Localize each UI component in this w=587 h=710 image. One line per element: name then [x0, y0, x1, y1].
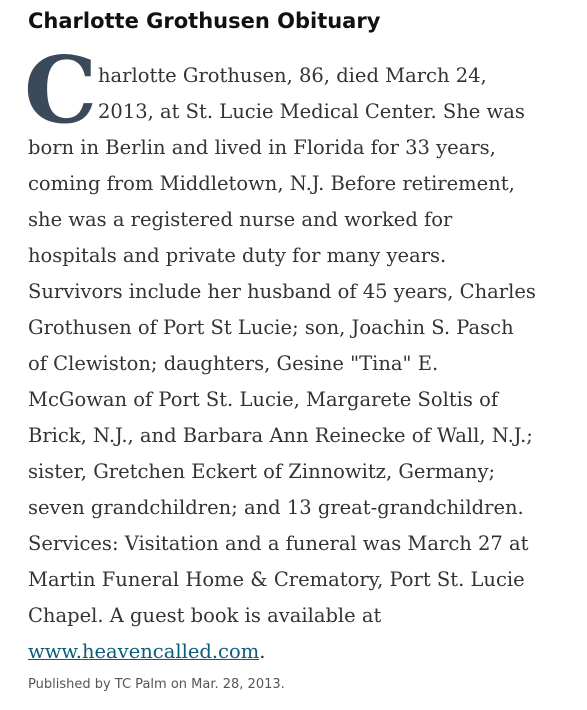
body-line: hospitals and private duty for many years.: [28, 244, 447, 267]
body-line: Chapel. A guest book is available at: [28, 604, 382, 627]
body-line: of Clewiston; daughters, Gesine "Tina" E.: [28, 352, 439, 375]
published-note: Published by TC Palm on Mar. 28, 2013.: [28, 677, 285, 692]
body-line: Grothusen of Port St Lucie; son, Joachin S. Pasch: [28, 316, 514, 339]
link-period: .: [259, 640, 266, 663]
body-line: seven grandchildren; and 13 great-grandchildren.: [28, 496, 524, 519]
body-line: born in Berlin and lived in Florida for 33 years,: [28, 136, 496, 159]
body-line: McGowan of Port St. Lucie, Margarete Soltis of: [28, 388, 499, 411]
body-line: Services: Visitation and a funeral was March 27 at: [28, 532, 529, 555]
body-line: 2013, at St. Lucie Medical Center. She was: [98, 100, 525, 123]
body-line: coming from Middletown, N.J. Before retirement,: [28, 172, 515, 195]
guest-book-link[interactable]: www.heavencalled.com: [28, 640, 260, 663]
body-line: harlotte Grothusen, 86, died March 24,: [98, 64, 487, 87]
body-line: she was a registered nurse and worked for: [28, 208, 453, 231]
body-line: Martin Funeral Home & Crematory, Port St. Lucie: [28, 568, 525, 591]
body-line: Brick, N.J., and Barbara Ann Reinecke of Wall, N.J.;: [28, 424, 533, 447]
body-line: Survivors include her husband of 45 years, Charles: [28, 280, 536, 303]
guest-book-line: [28, 634, 265, 670]
drop-cap: C: [24, 36, 98, 144]
body-line: sister, Gretchen Eckert of Zinnowitz, Germany;: [28, 460, 496, 483]
obituary-title: Charlotte Grothusen Obituary: [28, 9, 381, 33]
